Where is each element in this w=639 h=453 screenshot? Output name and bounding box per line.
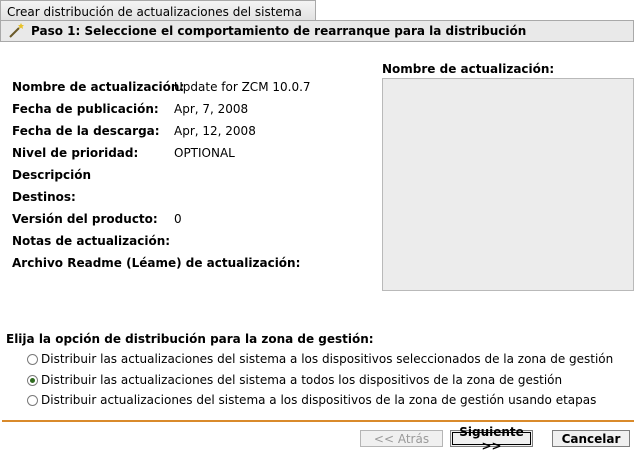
- radio-button[interactable]: [27, 354, 38, 365]
- detail-row-publish-date: [12, 102, 249, 116]
- window-title: Crear distribución de actualizaciones del sistema: [7, 5, 302, 19]
- step-label: Paso 1: Seleccione el comportamiento de rearranque para la distribución: [31, 24, 527, 38]
- distribution-option-all-devices[interactable]: [27, 373, 562, 387]
- preview-label: Nombre de actualización:: [382, 62, 555, 76]
- detail-row-product-version: [12, 212, 182, 226]
- radio-label[interactable]: Distribuir las actualizaciones del sistema a los dispositivos seleccionados de la zona de gestión: [41, 352, 614, 366]
- detail-value: Apr, 7, 2008: [174, 102, 249, 116]
- distribution-option-selected-devices[interactable]: [27, 352, 613, 366]
- detail-label: Notas de actualización:: [12, 234, 171, 248]
- detail-label: Fecha de la descarga:: [12, 124, 160, 138]
- detail-row-priority: [12, 146, 235, 160]
- radio-label[interactable]: Distribuir actualizaciones del sistema a los dispositivos de la zona de gestión usando etapas: [41, 393, 597, 407]
- detail-value: Update for ZCM 10.0.7: [174, 80, 311, 94]
- radio-button-checked[interactable]: [27, 375, 38, 386]
- back-button[interactable]: << Atrás: [360, 430, 443, 447]
- detail-label: Versión del producto:: [12, 212, 158, 226]
- detail-value: Apr, 12, 2008: [174, 124, 256, 138]
- next-button[interactable]: Siguiente >>: [450, 430, 533, 447]
- step-header: [0, 20, 634, 42]
- detail-row-readme: [12, 256, 300, 270]
- distribution-option-stages[interactable]: [27, 393, 596, 407]
- detail-row-targets: [12, 190, 76, 204]
- detail-label: Destinos:: [12, 190, 76, 204]
- detail-value: OPTIONAL: [174, 146, 235, 160]
- detail-label: Nivel de prioridad:: [12, 146, 139, 160]
- detail-row-name: [12, 80, 311, 94]
- radio-button[interactable]: [27, 395, 38, 406]
- detail-value: 0: [174, 212, 182, 226]
- detail-row-release-notes: [12, 234, 170, 248]
- detail-row-download-date: [12, 124, 256, 138]
- footer-divider: [2, 420, 634, 422]
- radio-label[interactable]: Distribuir las actualizaciones del sistema a todos los dispositivos de la zona de gestión: [41, 373, 563, 387]
- distribution-label: Elija la opción de distribución para la zona de gestión:: [6, 332, 374, 346]
- window-title-tab: [0, 0, 316, 20]
- detail-row-description: [12, 168, 91, 182]
- detail-label: Fecha de publicación:: [12, 102, 159, 116]
- cancel-button[interactable]: Cancelar: [552, 430, 630, 447]
- detail-label: Descripción: [12, 168, 91, 182]
- detail-label: Archivo Readme (Léame) de actualización:: [12, 256, 301, 270]
- update-preview-box: [382, 78, 634, 291]
- detail-label: Nombre de actualización:: [12, 80, 185, 94]
- wand-icon: [7, 23, 25, 39]
